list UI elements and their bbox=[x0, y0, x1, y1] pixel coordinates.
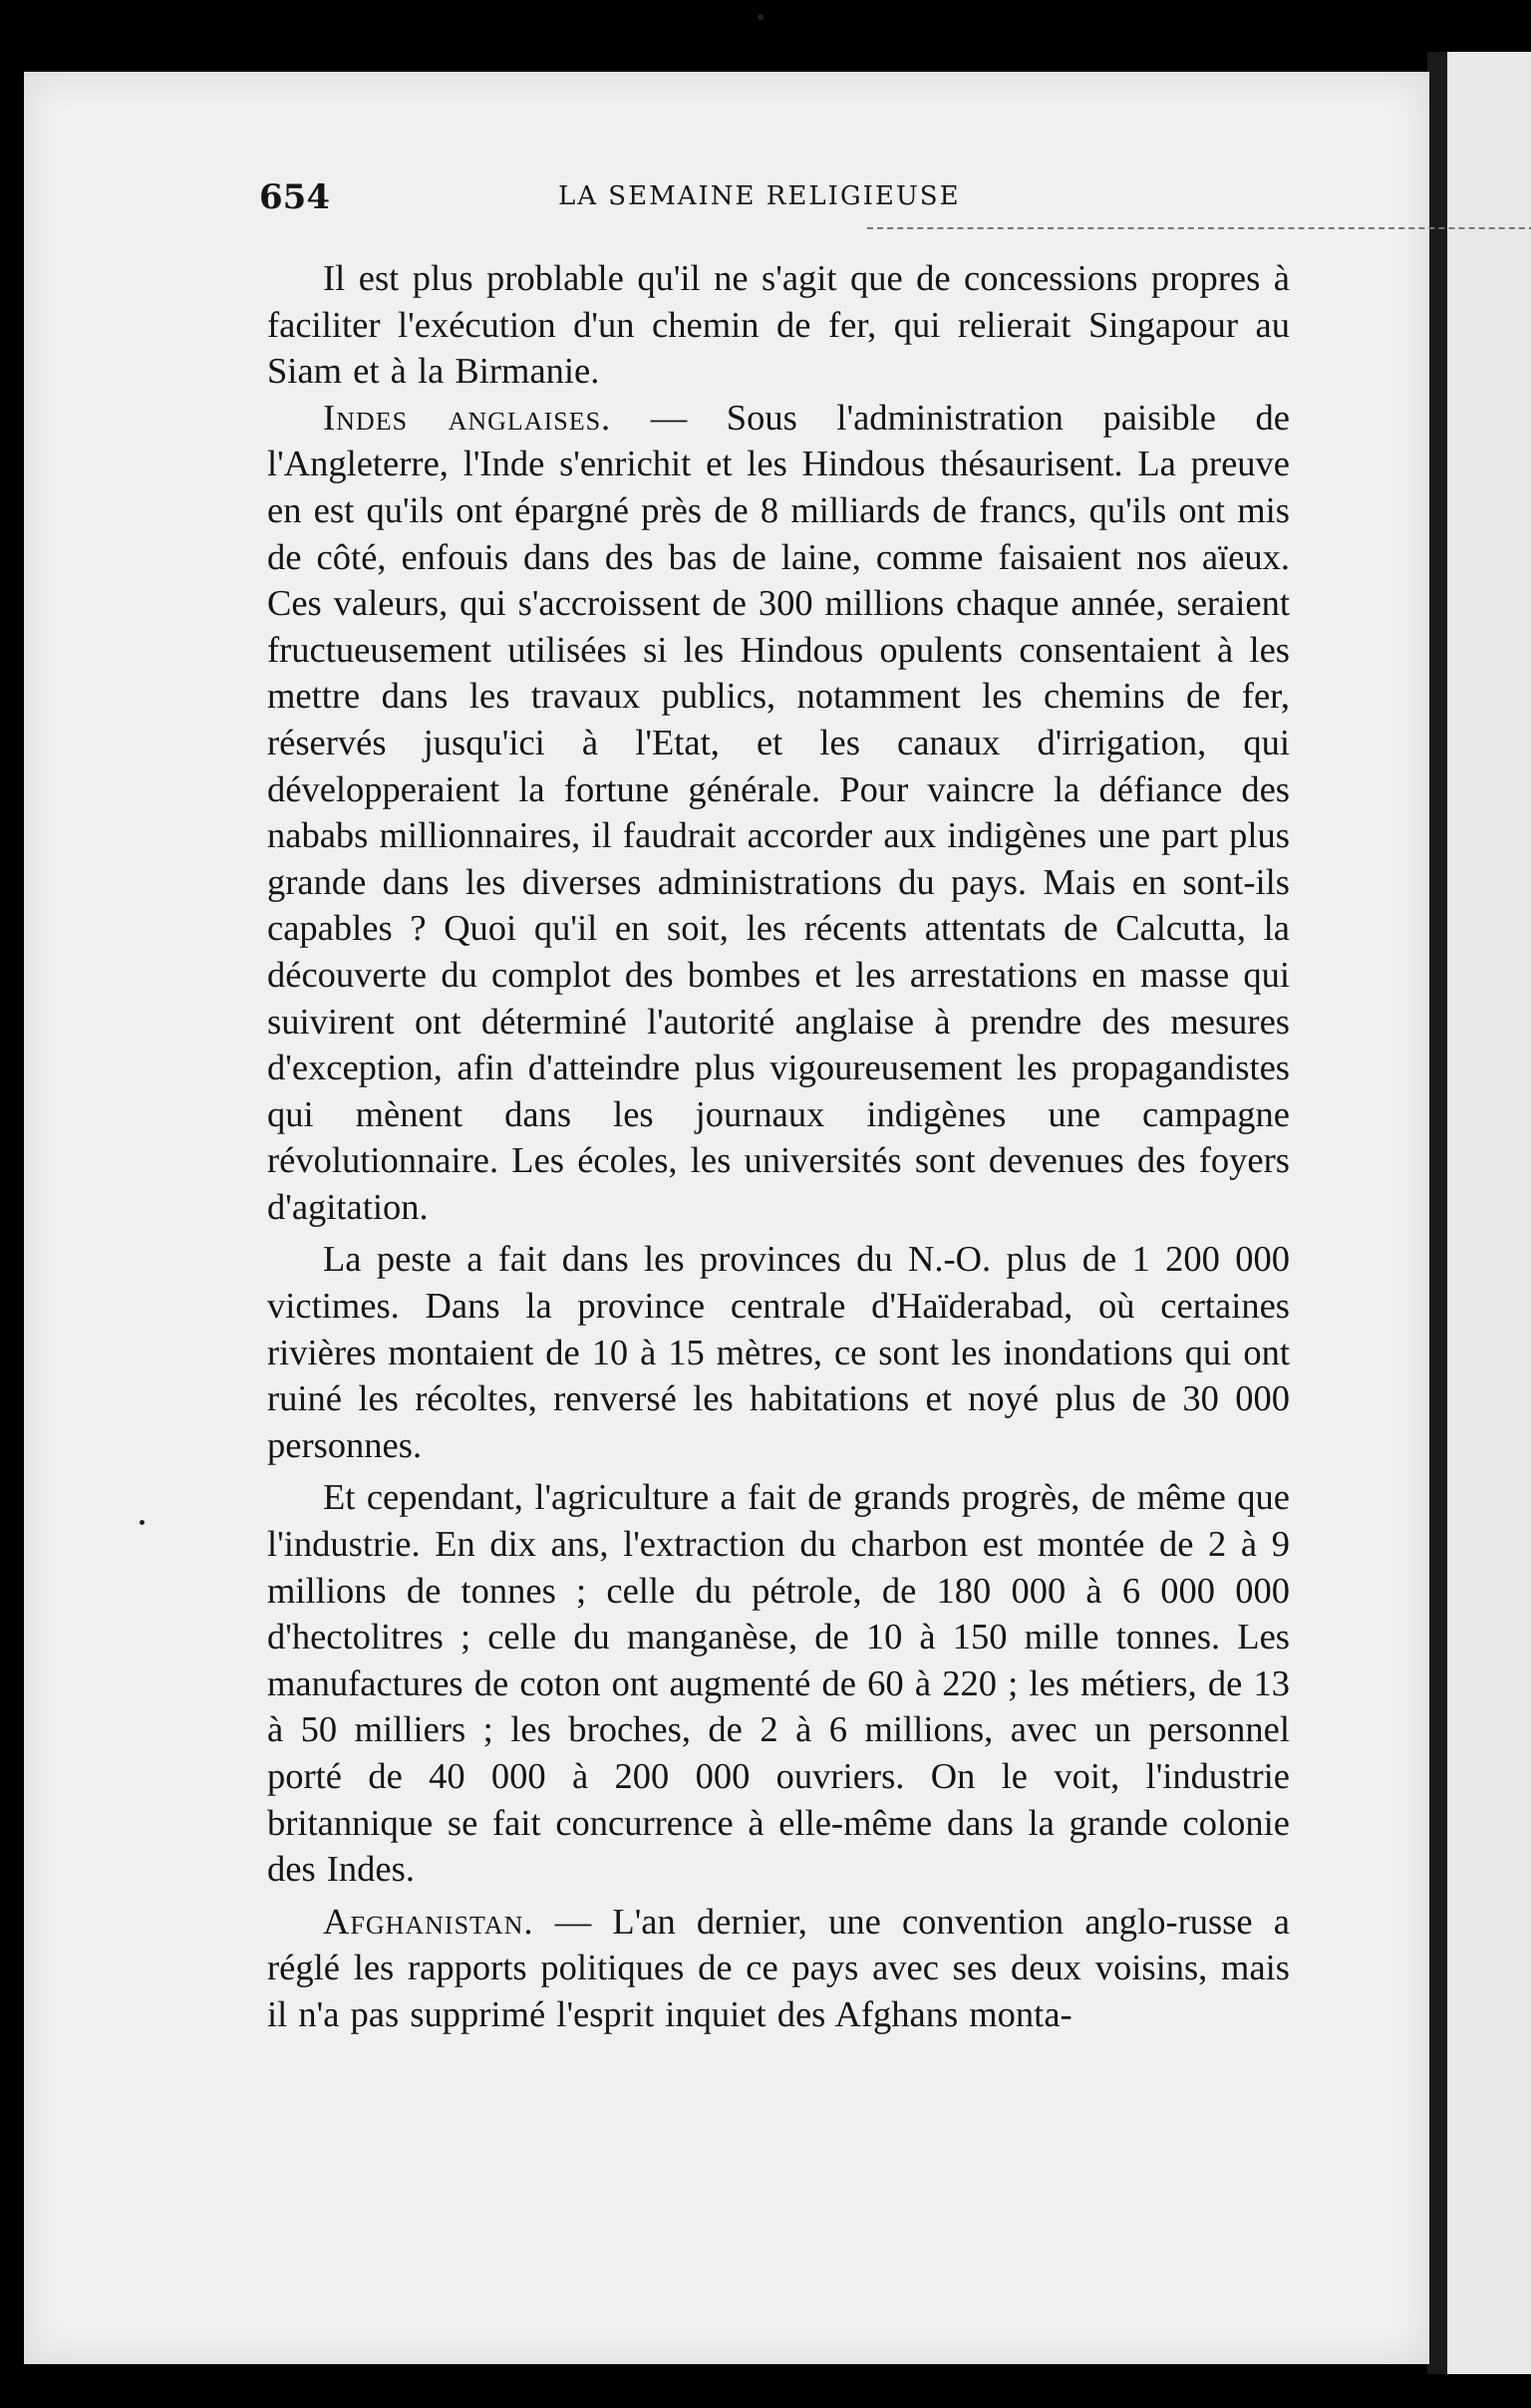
paragraph-text: Et cependant, l'agriculture a fait de grands progrès, de même que l'industrie. En dix ans, l'extraction du charbon est montée de 2 à 9 millions de tonnes ; celle du pétrole, de 180 000 à 6 000 000 d'hectolitres ; celle du manganèse, de 10 à 150 mille tonnes. Les manufactures de coton ont augmenté de 60 à 220 ; les métiers, de 13 à 50 milliers ; les broches, de 2 à 6 millions, avec un personnel porté de 40 000 à 200 000 ouvriers. On le voit, l'industrie britannique se fait concurrence à elle-même dans la grande colonie des Indes. bbox=[267, 1476, 1290, 1890]
section-heading-indes-anglaises: Indes anglaises. bbox=[323, 396, 612, 438]
paragraph-text: — L'an dernier, une convention anglo-russe a réglé les rapports politiques de ce pays avec ses deux voisins, mais il n'a pas supprimé l'esprit inquiet des Afghans monta- bbox=[267, 1900, 1290, 2034]
scan-speck bbox=[140, 1520, 145, 1525]
body-text bbox=[267, 255, 1290, 2038]
paragraph-text: Il est plus problable qu'il ne s'agit que de concessions propres à faciliter l'exécution d'un chemin de fer, qui relierait Singapour au Siam et à la Birmanie. bbox=[267, 257, 1290, 392]
running-title: LA SEMAINE RELIGIEUSE bbox=[558, 181, 961, 211]
page-number: 654 bbox=[259, 177, 330, 217]
paragraph-afghanistan bbox=[267, 1899, 1290, 2038]
paragraph-agriculture bbox=[267, 1474, 1290, 1892]
paragraph-singapore bbox=[267, 255, 1290, 395]
paragraph-indes-anglaises bbox=[267, 395, 1290, 1231]
scan-speck bbox=[758, 14, 764, 20]
header-rule bbox=[867, 227, 1531, 229]
section-heading-afghanistan: Afghanistan. bbox=[323, 1900, 534, 1942]
paragraph-peste bbox=[267, 1236, 1290, 1468]
paragraph-text: La peste a fait dans les provinces du N.-O. plus de 1 200 000 victimes. Dans la province centrale d'Haïderabad, où certaines rivières montaient de 10 à 15 mètres, ce sont les inondations qui ont ruiné les récoltes, renversé les habitations et noyé plus de 30 000 personnes. bbox=[267, 1238, 1290, 1465]
page-gutter-shadow bbox=[1427, 52, 1447, 2374]
adjacent-page-edge bbox=[1447, 52, 1531, 2374]
paragraph-text: — Sous l'administration paisible de l'Angleterre, l'Inde s'enrichit et les Hindous thésaurisent. La preuve en est qu'ils ont épargné près de 8 milliards de francs, qu'ils ont mis de côté, enfouis dans des bas de laine, comme faisaient nos aïeux. Ces valeurs, qui s'accroissent de 300 millions chaque année, seraient fructueusement utilisées si les Hindous opulents consentaient à les mettre dans les travaux publics, notamment les chemins de fer, réservés jusqu'ici à l'Etat, et les canaux d'irrigation, qui développeraient la fortune générale. Pour vaincre la défiance des nababs millionnaires, il faudrait accorder aux indigènes une part plus grande dans les diverses administrations du pays. Mais en sont-ils capables ? Quoi qu'il en soit, les récents attentats de Calcutta, la découverte du complot des bombes et les arrestations en masse qui suivirent ont déterminé l'autorité anglaise à prendre des mesures d'exception, afin d'atteindre plus vigoureusement les propagandistes qui mènent dans les journaux indigènes une campagne révolutionnaire. Les écoles, les universités sont devenues des foyers d'agitation. bbox=[267, 396, 1291, 1227]
running-header bbox=[259, 177, 1286, 221]
